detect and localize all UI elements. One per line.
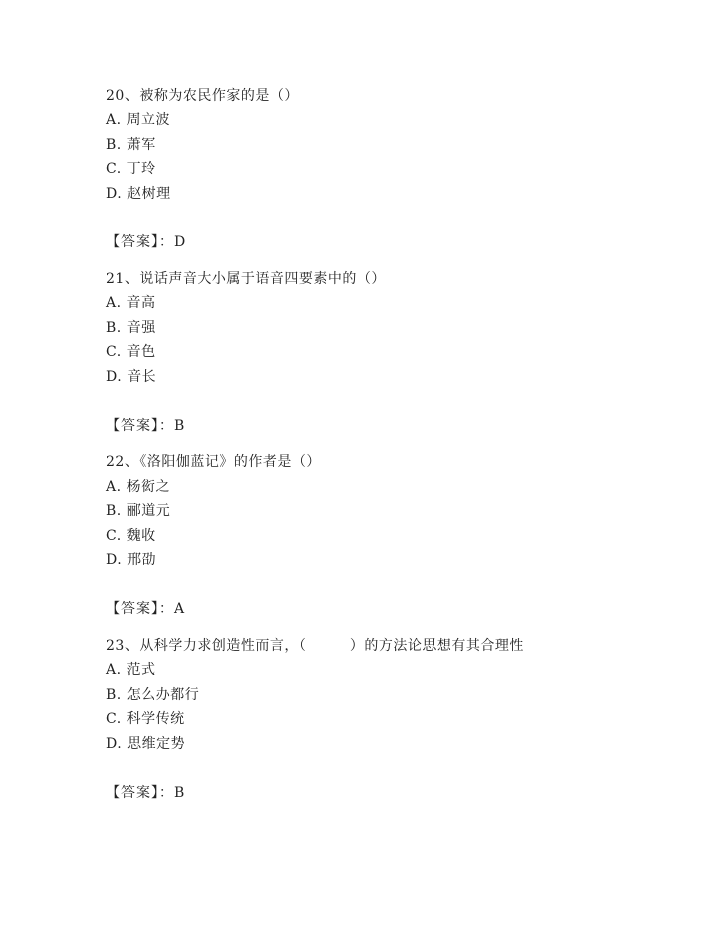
question-21-option-a: A. 音高 [106,295,156,311]
question-20-option-c: C. 丁玲 [106,161,156,177]
question-21-option-d: D. 音长 [106,369,157,385]
question-21-option-b: B. 音强 [106,320,156,336]
question-23-option-b: B. 怎么办都行 [106,687,200,703]
question-22-option-b: B. 郦道元 [106,503,171,519]
question-21-stem: 21、说话声音大小属于语音四要素中的（） [106,271,386,287]
question-22-answer: 【答案】：A [106,601,186,617]
question-22-stem: 22、《洛阳伽蓝记》的作者是（） [106,454,321,470]
question-21-option-c: C. 音色 [106,344,156,360]
question-20-answer: 【答案】：D [106,234,187,250]
question-22-option-d: D. 邢劭 [106,552,157,568]
question-20-option-d: D. 赵树理 [106,186,171,202]
question-23-option-a: A. 范式 [106,662,156,678]
question-20-option-b: B. 萧军 [106,137,156,153]
question-22-option-a: A. 杨衒之 [106,479,171,495]
question-23-option-c: C. 科学传统 [106,711,185,727]
question-20-stem: 20、被称为农民作家的是（） [106,88,299,104]
question-22-option-c: C. 魏收 [106,528,156,544]
question-23-option-d: D. 思维定势 [106,736,186,752]
question-20-option-a: A. 周立波 [106,112,171,128]
question-21-answer: 【答案】：B [106,418,186,434]
question-23-stem: 23、从科学力求创造性而言，（ ）的方法论思想有其合理性 [106,638,524,654]
question-23-answer: 【答案】：B [106,785,186,801]
